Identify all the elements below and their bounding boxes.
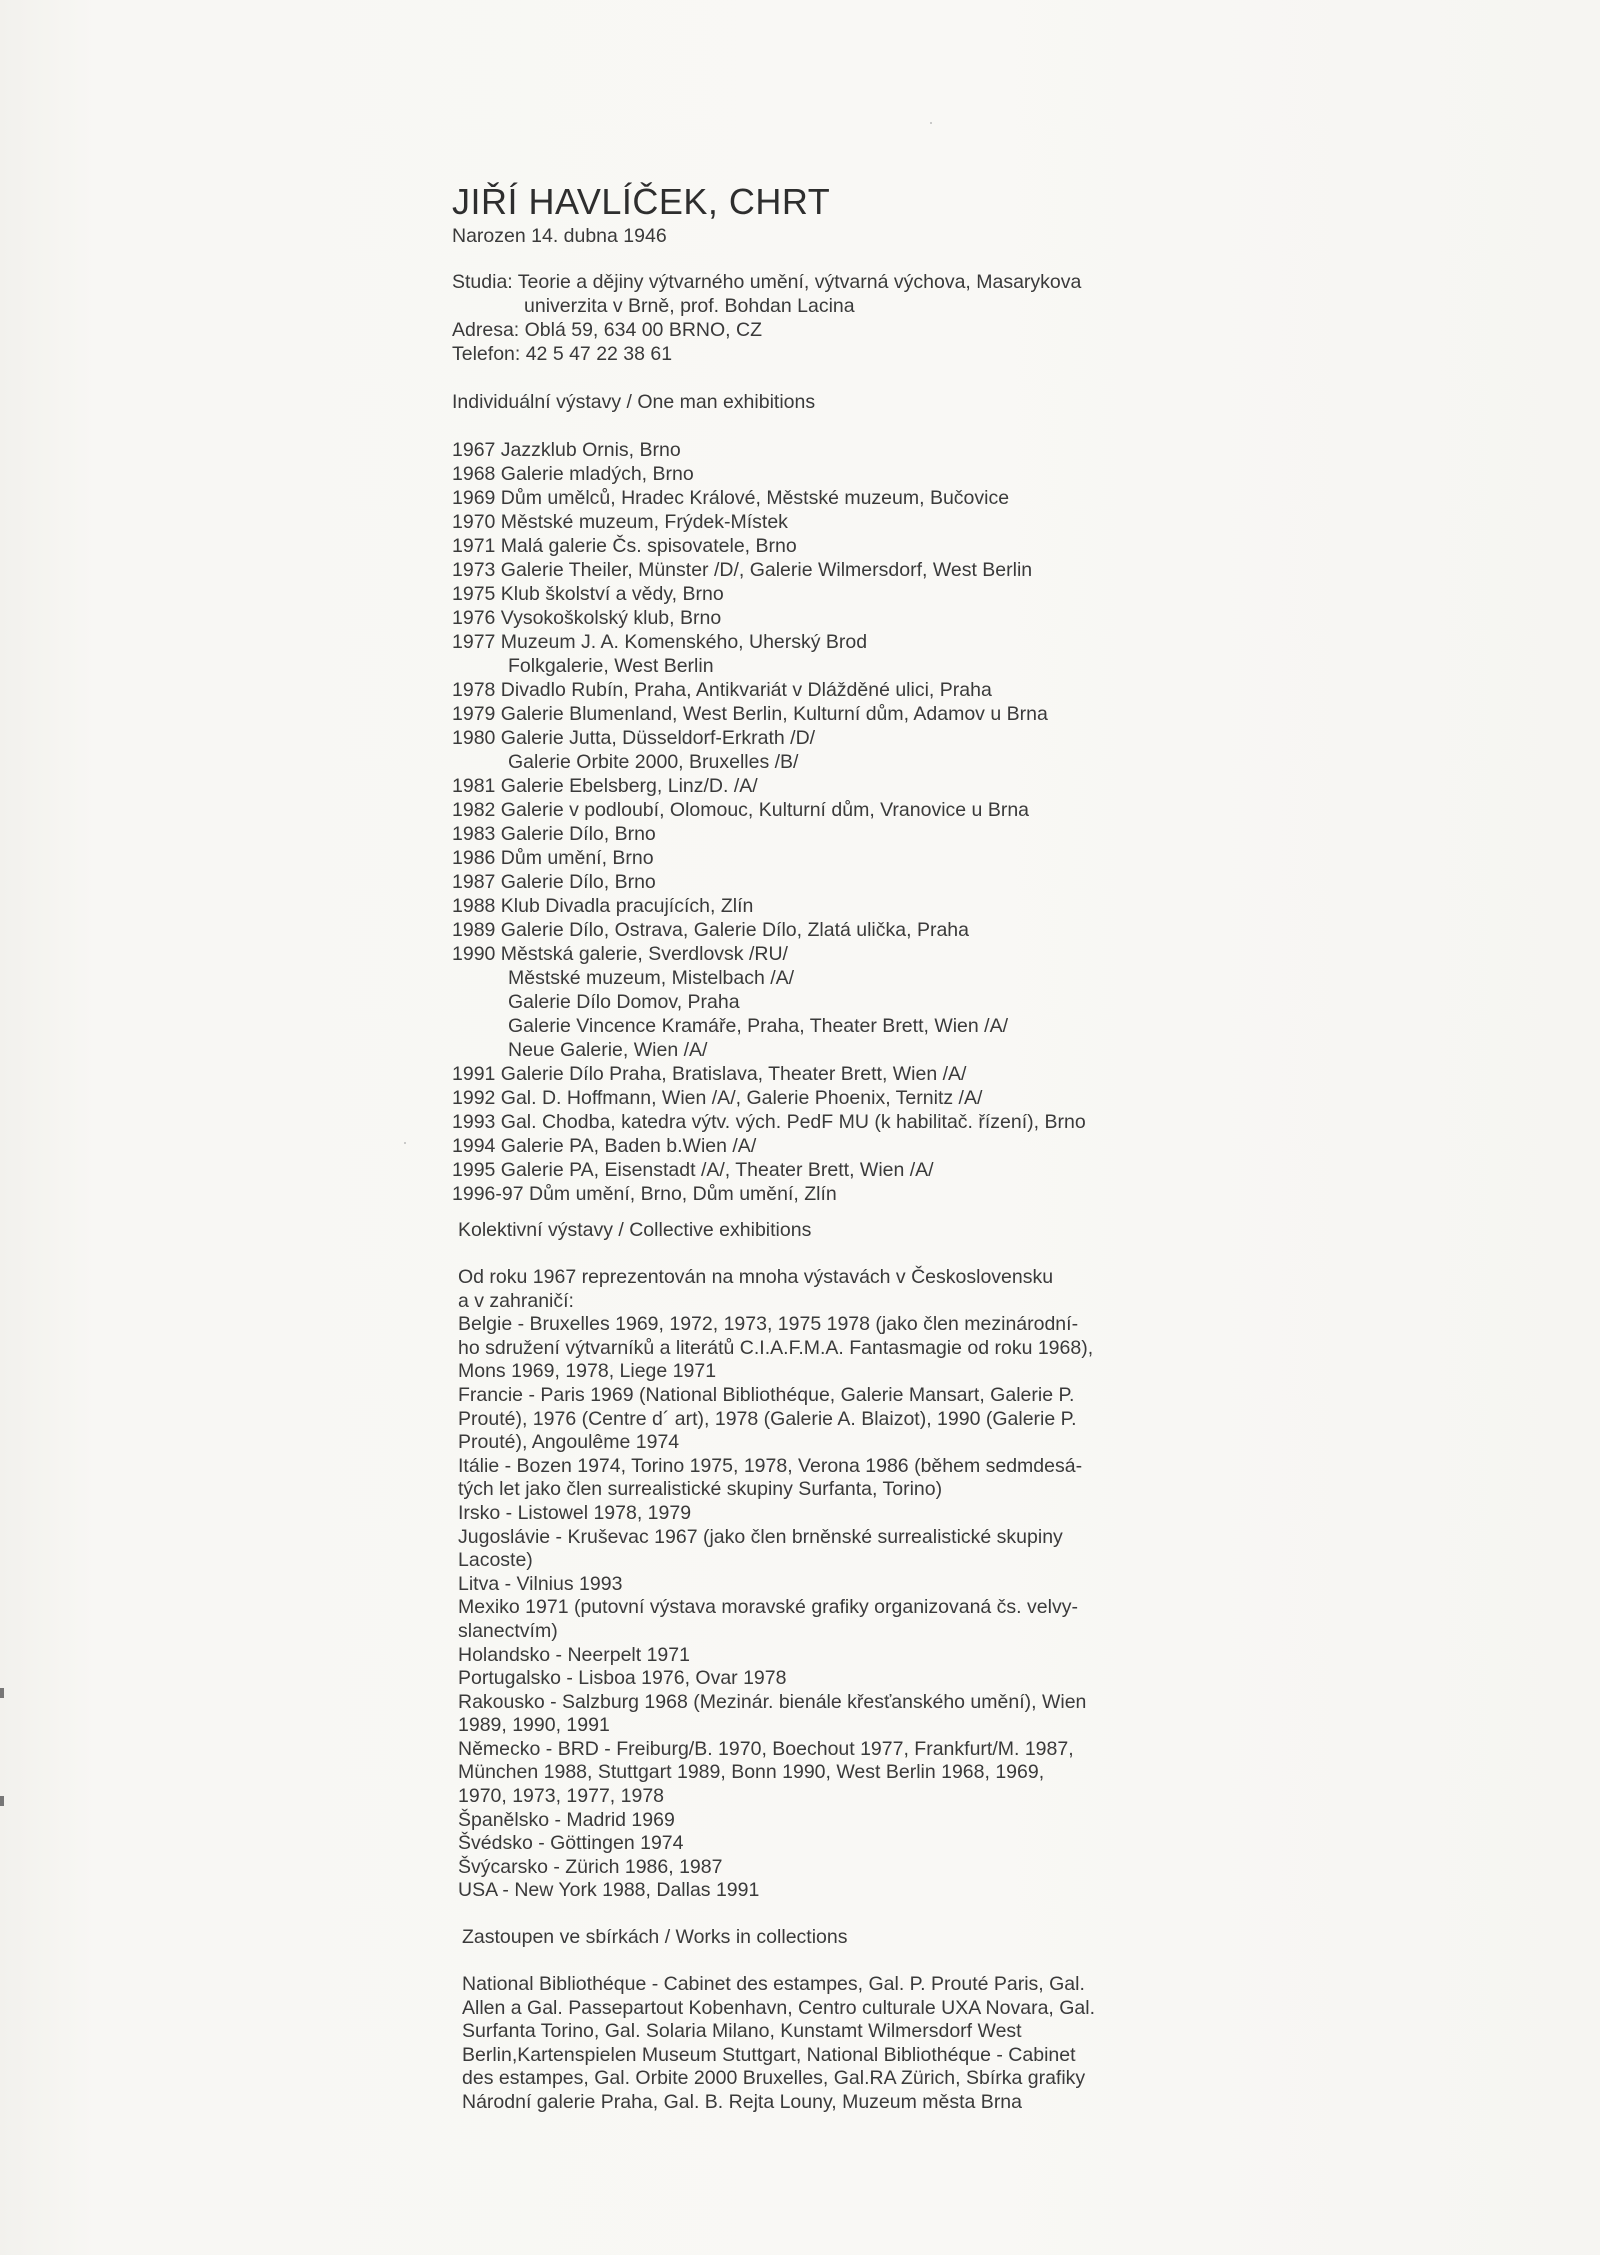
list-item: 1994 Galerie PA, Baden b.Wien /A/ xyxy=(452,1135,757,1157)
solo-exhibitions-heading: Individuální výstavy / One man exhibitions xyxy=(452,391,816,413)
paragraph-line: Národní galerie Praha, Gal. B. Rejta Louny, Muzeum města Brna xyxy=(462,2091,1022,2113)
collections-heading: Zastoupen ve sbírkách / Works in collections xyxy=(462,1926,848,1949)
solo-exhibitions-list xyxy=(452,438,1172,1206)
list-item: 1979 Galerie Blumenland, West Berlin, Kulturní dům, Adamov u Brna xyxy=(452,703,1048,725)
paragraph-line: Jugoslávie - Kruševac 1967 (jako člen brněnské surrealistické skupiny xyxy=(458,1525,1063,1548)
paragraph-line: Německo - BRD - Freiburg/B. 1970, Boechout 1977, Frankfurt/M. 1987, xyxy=(458,1737,1074,1760)
paragraph-line: Litva - Vilnius 1993 xyxy=(458,1572,623,1595)
paragraph-line: National Bibliothéque - Cabinet des estampes, Gal. P. Prouté Paris, Gal. xyxy=(462,1973,1085,1996)
list-item: 1975 Klub školství a vědy, Brno xyxy=(452,583,724,605)
paragraph-line: Od roku 1967 reprezentován na mnoha výstavách v Československu xyxy=(458,1266,1054,1288)
paragraph-line: Švýcarsko - Zürich 1986, 1987 xyxy=(458,1855,723,1878)
list-item: 1989 Galerie Dílo, Ostrava, Galerie Dílo, Zlatá ulička, Praha xyxy=(452,919,969,941)
paragraph-line: Portugalsko - Lisboa 1976, Ovar 1978 xyxy=(458,1667,787,1690)
paragraph-line: Mons 1969, 1978, Liege 1971 xyxy=(458,1360,717,1383)
list-item-continuation: Galerie Vincence Kramáře, Praha, Theater Brett, Wien /A/ xyxy=(508,1015,1009,1037)
studies-line: Studia: Teorie a dějiny výtvarného umění, výtvarná výchova, Masarykova xyxy=(452,271,1082,293)
list-item: 1971 Malá galerie Čs. spisovatele, Brno xyxy=(452,535,797,557)
list-item: 1982 Galerie v podloubí, Olomouc, Kulturní dům, Vranovice u Brna xyxy=(452,799,1030,821)
collections-text xyxy=(462,1973,1172,2115)
paragraph-line: Allen a Gal. Passepartout Kobenhavn, Centro culturale UXA Novara, Gal. xyxy=(462,1996,1096,2019)
page-edge-mark xyxy=(0,1688,4,1698)
paragraph-line: Francie - Paris 1969 (National Bibliothéque, Galerie Mansart, Galerie P. xyxy=(458,1383,1075,1406)
list-item-continuation: Galerie Orbite 2000, Bruxelles /B/ xyxy=(508,751,799,773)
spacer xyxy=(452,366,1172,390)
birth-date: Narozen 14. dubna 1946 xyxy=(452,225,667,247)
paragraph-line: Prouté), Angoulême 1974 xyxy=(458,1431,680,1454)
paragraph-line: Holandsko - Neerpelt 1971 xyxy=(458,1643,690,1666)
collective-exhibitions-heading: Kolektivní výstavy / Collective exhibitions xyxy=(458,1219,812,1241)
spacer xyxy=(452,1949,1172,1973)
spacer xyxy=(452,1206,1172,1218)
list-item: 1983 Galerie Dílo, Brno xyxy=(452,823,656,845)
address-line: Adresa: Oblá 59, 634 00 BRNO, CZ xyxy=(452,319,762,341)
paragraph-line: Švédsko - Göttingen 1974 xyxy=(458,1832,684,1855)
paragraph-line: 1989, 1990, 1991 xyxy=(458,1714,610,1737)
paragraph-line: ho sdružení výtvarníků a literátů C.I.A.F.M.A. Fantasmagie od roku 1968), xyxy=(458,1336,1094,1359)
paragraph-line: München 1988, Stuttgart 1989, Bonn 1990, West Berlin 1968, 1969, xyxy=(458,1761,1045,1784)
list-item: 1981 Galerie Ebelsberg, Linz/D. /A/ xyxy=(452,775,758,797)
spacer xyxy=(452,1903,1172,1925)
studies-line-cont: univerzita v Brně, prof. Bohdan Lacina xyxy=(524,295,855,317)
paragraph-line: Rakousko - Salzburg 1968 (Mezinár. bienále křesťanského umění), Wien xyxy=(458,1690,1087,1713)
list-item: 1967 Jazzklub Ornis, Brno xyxy=(452,439,681,461)
list-item: 1996-97 Dům umění, Brno, Dům umění, Zlín xyxy=(452,1183,837,1205)
page-edge-mark xyxy=(0,1796,4,1806)
list-item: 1977 Muzeum J. A. Komenského, Uherský Brod xyxy=(452,631,868,653)
spacer xyxy=(452,1242,1172,1266)
list-item: 1990 Městská galerie, Sverdlovsk /RU/ xyxy=(452,943,788,965)
list-item: 1992 Gal. D. Hoffmann, Wien /A/, Galerie Phoenix, Ternitz /A/ xyxy=(452,1087,983,1109)
list-item: 1970 Městské muzeum, Frýdek-Místek xyxy=(452,511,788,533)
paragraph-line: Itálie - Bozen 1974, Torino 1975, 1978, Verona 1986 (během sedmdesá- xyxy=(458,1454,1083,1477)
page-title: JIŘÍ HAVLÍČEK, CHRT xyxy=(452,181,831,222)
list-item-continuation: Galerie Dílo Domov, Praha xyxy=(508,991,740,1013)
list-item: 1980 Galerie Jutta, Düsseldorf-Erkrath /D/ xyxy=(452,727,816,749)
collective-exhibitions-text xyxy=(458,1266,1172,1903)
paragraph-line: des estampes, Gal. Orbite 2000 Bruxelles, Gal.RA Zürich, Sbírka grafiky xyxy=(462,2067,1086,2090)
paragraph-line: USA - New York 1988, Dallas 1991 xyxy=(458,1879,760,1902)
phone-line: Telefon: 42 5 47 22 38 61 xyxy=(452,343,673,365)
paragraph-line: a v zahraničí: xyxy=(458,1289,574,1312)
paragraph-line: Surfanta Torino, Gal. Solaria Milano, Kunstamt Wilmersdorf West xyxy=(462,2020,1022,2043)
paragraph-line: Prouté), 1976 (Centre d´ art), 1978 (Galerie A. Blaizot), 1990 (Galerie P. xyxy=(458,1407,1077,1430)
list-item: 1993 Gal. Chodba, katedra výtv. vých. PedF MU (k habilitač. řízení), Brno xyxy=(452,1111,1086,1133)
list-item-continuation: Folkgalerie, West Berlin xyxy=(508,655,714,677)
paragraph-line: Mexiko 1971 (putovní výstava moravské grafiky organizovaná čs. velvy- xyxy=(458,1596,1078,1619)
list-item: 1976 Vysokoškolský klub, Brno xyxy=(452,607,722,629)
paragraph-line: slanectvím) xyxy=(458,1619,558,1642)
list-item: 1978 Divadlo Rubín, Praha, Antikvariát v Dlážděné ulici, Praha xyxy=(452,679,992,701)
paragraph-line: 1970, 1973, 1977, 1978 xyxy=(458,1785,665,1808)
paragraph-line: Belgie - Bruxelles 1969, 1972, 1973, 1975 1978 (jako člen mezinárodní- xyxy=(458,1313,1079,1336)
list-item: 1988 Klub Divadla pracujících, Zlín xyxy=(452,895,754,917)
paragraph-line: Lacoste) xyxy=(458,1549,533,1572)
list-item: 1995 Galerie PA, Eisenstadt /A/, Theater Brett, Wien /A/ xyxy=(452,1159,934,1181)
paragraph-line: Irsko - Listowel 1978, 1979 xyxy=(458,1501,692,1524)
list-item: 1991 Galerie Dílo Praha, Bratislava, Theater Brett, Wien /A/ xyxy=(452,1063,967,1085)
cv-content xyxy=(452,178,1172,2115)
paper-speck xyxy=(930,122,932,124)
list-item: 1987 Galerie Dílo, Brno xyxy=(452,871,656,893)
list-item: 1969 Dům umělců, Hradec Králové, Městské muzeum, Bučovice xyxy=(452,487,1010,509)
paragraph-line: Španělsko - Madrid 1969 xyxy=(458,1808,675,1831)
spacer xyxy=(452,414,1172,438)
paper-speck xyxy=(404,1142,406,1144)
list-item: 1968 Galerie mladých, Brno xyxy=(452,463,694,485)
paragraph-line: tých let jako člen surrealistické skupiny Surfanta, Torino) xyxy=(458,1478,943,1501)
list-item-continuation: Neue Galerie, Wien /A/ xyxy=(508,1039,708,1061)
spacer xyxy=(452,248,1172,270)
list-item: 1986 Dům umění, Brno xyxy=(452,847,654,869)
paragraph-line: Berlin,Kartenspielen Museum Stuttgart, National Bibliothéque - Cabinet xyxy=(462,2043,1076,2066)
list-item-continuation: Městské muzeum, Mistelbach /A/ xyxy=(508,967,795,989)
list-item: 1973 Galerie Theiler, Münster /D/, Galerie Wilmersdorf, West Berlin xyxy=(452,559,1033,581)
